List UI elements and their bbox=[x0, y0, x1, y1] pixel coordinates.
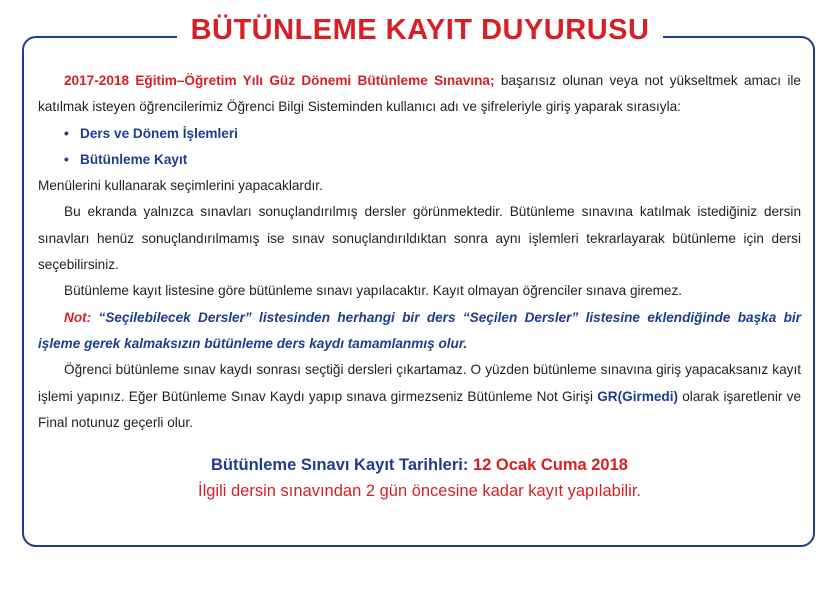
menu-list bbox=[38, 121, 801, 174]
page-title: BÜTÜNLEME KAYIT DUYURUSU bbox=[177, 14, 664, 46]
paragraph-3: Bütünleme kayıt listesine göre bütünleme sınavı yapılacaktır. Kayıt olmayan öğrenciler sınava giremez. bbox=[64, 283, 683, 299]
gr-code: GR(Girmedi) bbox=[597, 388, 679, 404]
menu-item-label: Bütünleme Kayıt bbox=[80, 151, 188, 167]
intro-paragraph bbox=[38, 68, 801, 121]
note-text: “Seçilebilecek Dersler” listesinden herhangi bir ders “Seçilen Dersler” listesine eklendiğinde başka bir işleme gerek kalmaksızın bütünleme ders kaydı tamamlanmış olur. bbox=[38, 309, 801, 351]
dates-label: Bütünleme Sınavı Kayıt Tarihleri: bbox=[211, 456, 469, 475]
menu-item-label: Ders ve Dönem İşlemleri bbox=[80, 125, 238, 141]
paragraph-2: Bu ekranda yalnızca sınavları sonuçlandırılmış dersler görünmektedir. Bütünleme sınavına katılmak istediğiniz dersin sınavları henüz sonuçlandırılmamış ise sınav sonuçlandırıldıktan sonra aynı işlemleri tekrarlayarak bütünleme için dersi seçebilirsiniz. bbox=[38, 204, 801, 273]
note-label: Not: bbox=[64, 309, 92, 325]
menu-list-item bbox=[38, 121, 801, 147]
bullet-icon: • bbox=[64, 125, 69, 141]
announcement-body bbox=[38, 68, 801, 504]
intro-highlight: 2017-2018 Eğitim–Öğretim Yılı Güz Dönemi Bütünleme Sınavına; bbox=[64, 73, 495, 88]
dates-note: İlgili dersin sınavından 2 gün öncesine kadar kayıt yapılabilir. bbox=[197, 482, 641, 501]
paragraph-4-tail: olarak işaretlenir ve Final notunuz geçerli olur. bbox=[38, 388, 801, 430]
paragraph-4 bbox=[38, 357, 801, 436]
after-bullets-text: Menülerini kullanarak seçimlerini yapacaklardır. bbox=[38, 178, 323, 194]
title-wrap bbox=[0, 14, 840, 47]
dates-line bbox=[38, 452, 801, 478]
bullet-icon: • bbox=[64, 151, 69, 167]
intro-text: başarısız olunan veya not yükseltmek amacı ile katılmak isteyen öğrencilerimiz Öğrenci Bilgi Sisteminden kullanıcı adı ve şifreleriyle giriş yaparak sırasıyla: bbox=[38, 73, 801, 115]
dates-value: 12 Ocak Cuma 2018 bbox=[468, 456, 628, 475]
paragraph-4-text: Öğrenci bütünleme sınav kaydı sonrası seçtiği dersleri çıkartamaz. O yüzden bütünleme sınavına giriş yapacaksanız kayıt işlemi yapınız. Eğer Bütünleme Sınav Kaydı yapıp sınava girmezseniz Bütünleme Not Girişi bbox=[38, 362, 801, 404]
menu-list-item bbox=[38, 147, 801, 173]
note-paragraph bbox=[38, 305, 801, 358]
dates-block bbox=[38, 452, 801, 504]
